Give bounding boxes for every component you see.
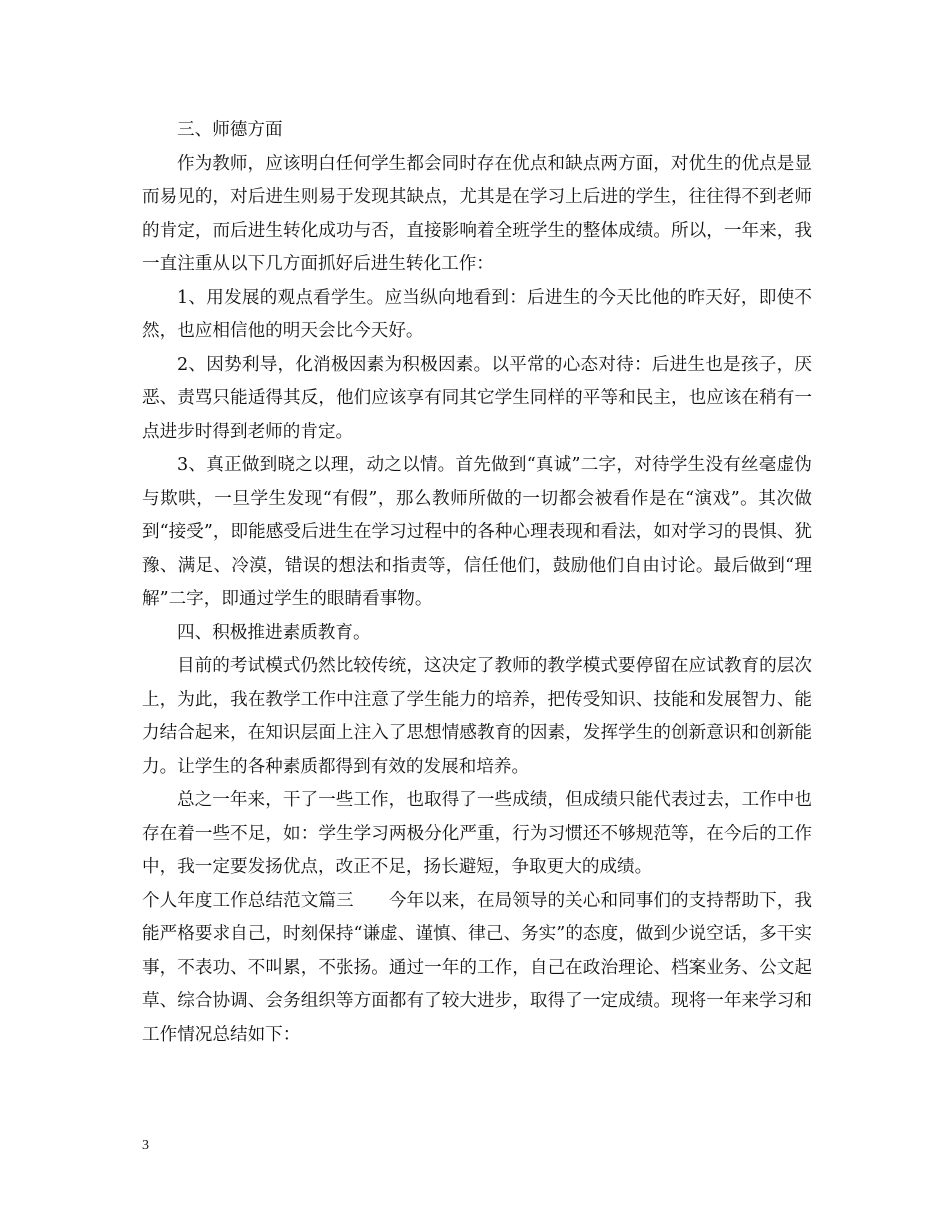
section-heading-quality-education: 四、积极推进素质教育。 xyxy=(177,622,371,643)
paragraph-point-2: 2、因势利导，化消极因素为积极因素。以平常的心态对待：后进生也是孩子，厌恶、责骂只能适得其反，他们应该享有同其它学生同样的平等和民主，也应该在稍有一点进步时得到老师的肯定。 xyxy=(142,354,812,442)
section-heading-teacher-ethics: 三、师德方面 xyxy=(177,120,283,140)
paragraph-intro: 作为教师，应该明白任何学生都会同时存在优点和缺点两方面，对优生的优点是显而易见的，对后进生则易于发现其缺点，尤其是在学习上后进的学生，往往得不到老师的肯定，而后进生转化成功与否，直接影响着全班学生的整体成绩。所以，一年来，我一直注重从以下几方面抓好后进生转化工作： xyxy=(142,153,812,274)
document-body xyxy=(142,114,812,1052)
page-number: 3 xyxy=(142,1138,149,1153)
paragraph-point-3: 3、真正做到晓之以理，动之以情。首先做到“真诚”二字，对待学生没有丝毫虚伪与欺哄，一旦学生发现“有假”，那么教师所做的一切都会被看作是在“演戏”。其次做到“接受”，即能感受后进生在学习过程中的各种心理表现和看法，如对学习的畏惧、犹豫、满足、冷漠，错误的想法和指责等，信任他们，鼓励他们自由讨论。最后做到“理解”二字，即通过学生的眼睛看事物。 xyxy=(142,455,812,609)
paragraph-point-1: 1、用发展的观点看学生。应当纵向地看到：后进生的今天比他的昨天好，即使不然，也应相信他的明天会比今天好。 xyxy=(142,287,812,341)
paragraph-quality-education: 目前的考试模式仍然比较传统，这决定了教师的教学模式要停留在应试教育的层次上，为此，我在教学工作中注意了学生能力的培养，把传受知识、技能和发展智力、能力结合起来，在知识层面上注入了思想情感教育的因素，发挥学生的创新意识和创新能力。让学生的各种素质都得到有效的发展和培养。 xyxy=(142,656,812,777)
paragraph-sample-three: 个人年度工作总结范文篇三 今年以来，在局领导的关心和同事们的支持帮助下，我能严格要求自己，时刻保持“谦虚、谨慎、律己、务实”的态度，做到少说空话，多干实事，不表功、不叫累，不张扬。通过一年的工作，自己在政治理论、档案业务、公文起草、综合协调、会务组织等方面都有了较大进步，取得了一定成绩。现将一年来学习和工作情况总结如下： xyxy=(142,890,812,1045)
paragraph-summary: 总之一年来，干了一些工作，也取得了一些成绩，但成绩只能代表过去，工作中也存在着一些不足，如：学生学习两极分化严重，行为习惯还不够规范等，在今后的工作中，我一定要发扬优点，改正不足，扬长避短，争取更大的成绩。 xyxy=(142,790,812,877)
